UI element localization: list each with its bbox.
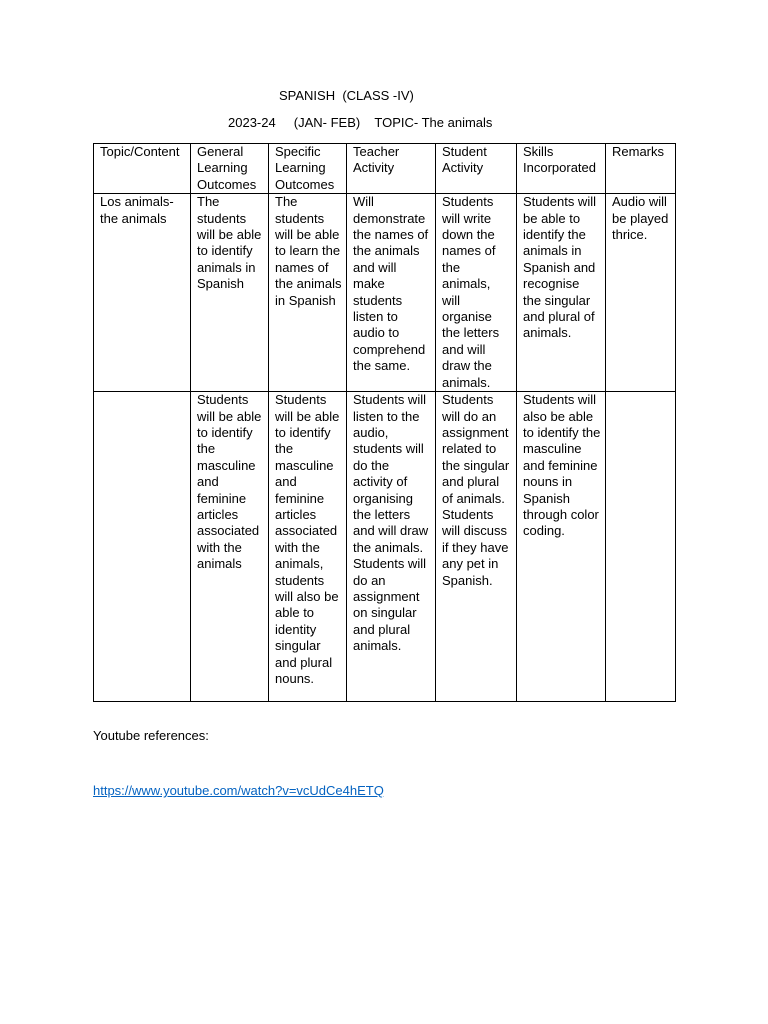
column-header: Skills Incorporated	[517, 144, 606, 194]
table-cell: Students will do an assignment related to the singular and plural of animals. Students will discuss if they have any pet in Spanish.	[436, 392, 517, 702]
column-header: Specific Learning Outcomes	[269, 144, 347, 194]
table-cell: Students will listen to the audio, students will do the activity of organising the letters and will draw the animals. Students will do an assignment on singular and plural animals.	[347, 392, 436, 702]
document-title: SPANISH (CLASS -IV)	[279, 88, 414, 103]
table-cell: Students will write down the names of the animals, will organise the letters and will draw the animals.	[436, 194, 517, 392]
table-cell: Audio will be played thrice.	[606, 194, 676, 392]
table-cell	[606, 392, 676, 702]
youtube-reference-link[interactable]: https://www.youtube.com/watch?v=vcUdCe4hETQ	[93, 783, 384, 798]
lesson-plan-table	[93, 143, 676, 702]
table-cell: Students will also be able to identify the masculine and feminine nouns in Spanish through color coding.	[517, 392, 606, 702]
document-subtitle: 2023-24 (JAN- FEB) TOPIC- The animals	[228, 115, 493, 130]
column-header: General Learning Outcomes	[191, 144, 269, 194]
table-cell: The students will be able to learn the names of the animals in Spanish	[269, 194, 347, 392]
table-header-row	[94, 144, 676, 194]
table-cell: Students will be able to identify the masculine and feminine articles associated with the animals	[191, 392, 269, 702]
column-header: Student Activity	[436, 144, 517, 194]
table-cell: Los animals- the animals	[94, 194, 191, 392]
column-header: Remarks	[606, 144, 676, 194]
table-row	[94, 392, 676, 702]
table-cell: Students will be able to identify the animals in Spanish and recognise the singular and plural of animals.	[517, 194, 606, 392]
table-row	[94, 194, 676, 392]
references-label: Youtube references:	[93, 728, 209, 743]
column-header: Topic/Content	[94, 144, 191, 194]
table-cell: Students will be able to identify the masculine and feminine articles associated with the animals, students will also be able to identity singular and plural nouns.	[269, 392, 347, 702]
table-cell: Will demonstrate the names of the animals and will make students listen to audio to comprehend the same.	[347, 194, 436, 392]
table-cell: The students will be able to identify animals in Spanish	[191, 194, 269, 392]
column-header: Teacher Activity	[347, 144, 436, 194]
table-cell	[94, 392, 191, 702]
